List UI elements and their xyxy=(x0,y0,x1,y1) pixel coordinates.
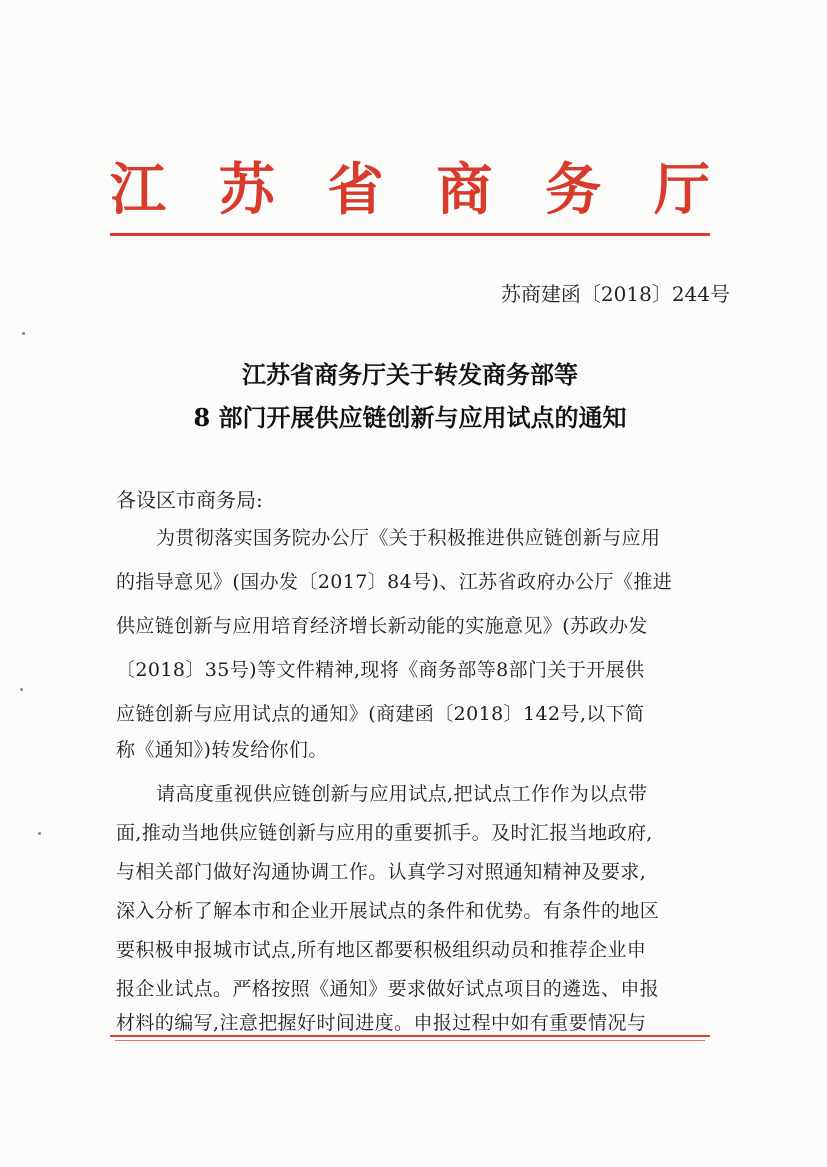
agency-char: 厅 xyxy=(653,157,710,223)
body-line: 深入分析了解本市和企业开展试点的条件和优势。有条件的地区 xyxy=(116,900,660,922)
body-line: 材料的编写,注意把握好时间进度。申报过程中如有重要情况与 xyxy=(116,1012,647,1034)
document-title-line-2: 8 部门开展供应链创新与应用试点的通知 xyxy=(193,403,627,432)
agency-char: 苏 xyxy=(218,157,275,223)
agency-header xyxy=(110,150,710,230)
body-line: 的指导意见》(国办发〔2017〕84号)、江苏省政府办公厅《推进 xyxy=(116,571,673,593)
body-line: 报企业试点。严格按照《通知》要求做好试点项目的遴选、申报 xyxy=(116,978,660,1000)
footer-red-rule-thin xyxy=(115,1040,705,1041)
agency-char: 江 xyxy=(110,157,166,223)
body-line: 面,推动当地供应链创新与应用的重要抓手。及时汇报当地政府, xyxy=(116,822,653,844)
agency-char: 商 xyxy=(436,157,493,223)
footer-red-rule xyxy=(110,1035,710,1037)
body-line: 称《通知》)转发给你们。 xyxy=(116,739,328,761)
body-line: 供应链创新与应用培育经济增长新动能的实施意见》(苏政办发 xyxy=(116,615,648,637)
header-red-rule xyxy=(110,233,710,236)
agency-char: 务 xyxy=(545,157,602,223)
document-title-line-1: 江苏省商务厅关于转发商务部等 xyxy=(242,360,578,389)
scan-speck xyxy=(20,688,23,691)
body-line: 〔2018〕35号)等文件精神,现将《商务部等8部门关于开展供 xyxy=(116,659,645,681)
body-line: 为贯彻落实国务院办公厅《关于积极推进供应链创新与应用 xyxy=(156,527,661,549)
salutation: 各设区市商务局: xyxy=(116,488,263,512)
body-line: 应链创新与应用试点的通知》(商建函〔2018〕142号,以下简 xyxy=(116,703,645,725)
scan-speck xyxy=(38,832,41,835)
body-line: 请高度重视供应链创新与应用试点,把试点工作作为以点带 xyxy=(156,783,648,805)
agency-char: 省 xyxy=(327,157,384,223)
body-line: 与相关部门做好沟通协调工作。认真学习对照通知精神及要求, xyxy=(116,861,647,883)
body-line: 要积极申报城市试点,所有地区都要积极组织动员和推荐企业申 xyxy=(116,939,647,961)
scan-speck xyxy=(22,332,25,335)
document-number: 苏商建函〔2018〕244号 xyxy=(500,282,730,306)
